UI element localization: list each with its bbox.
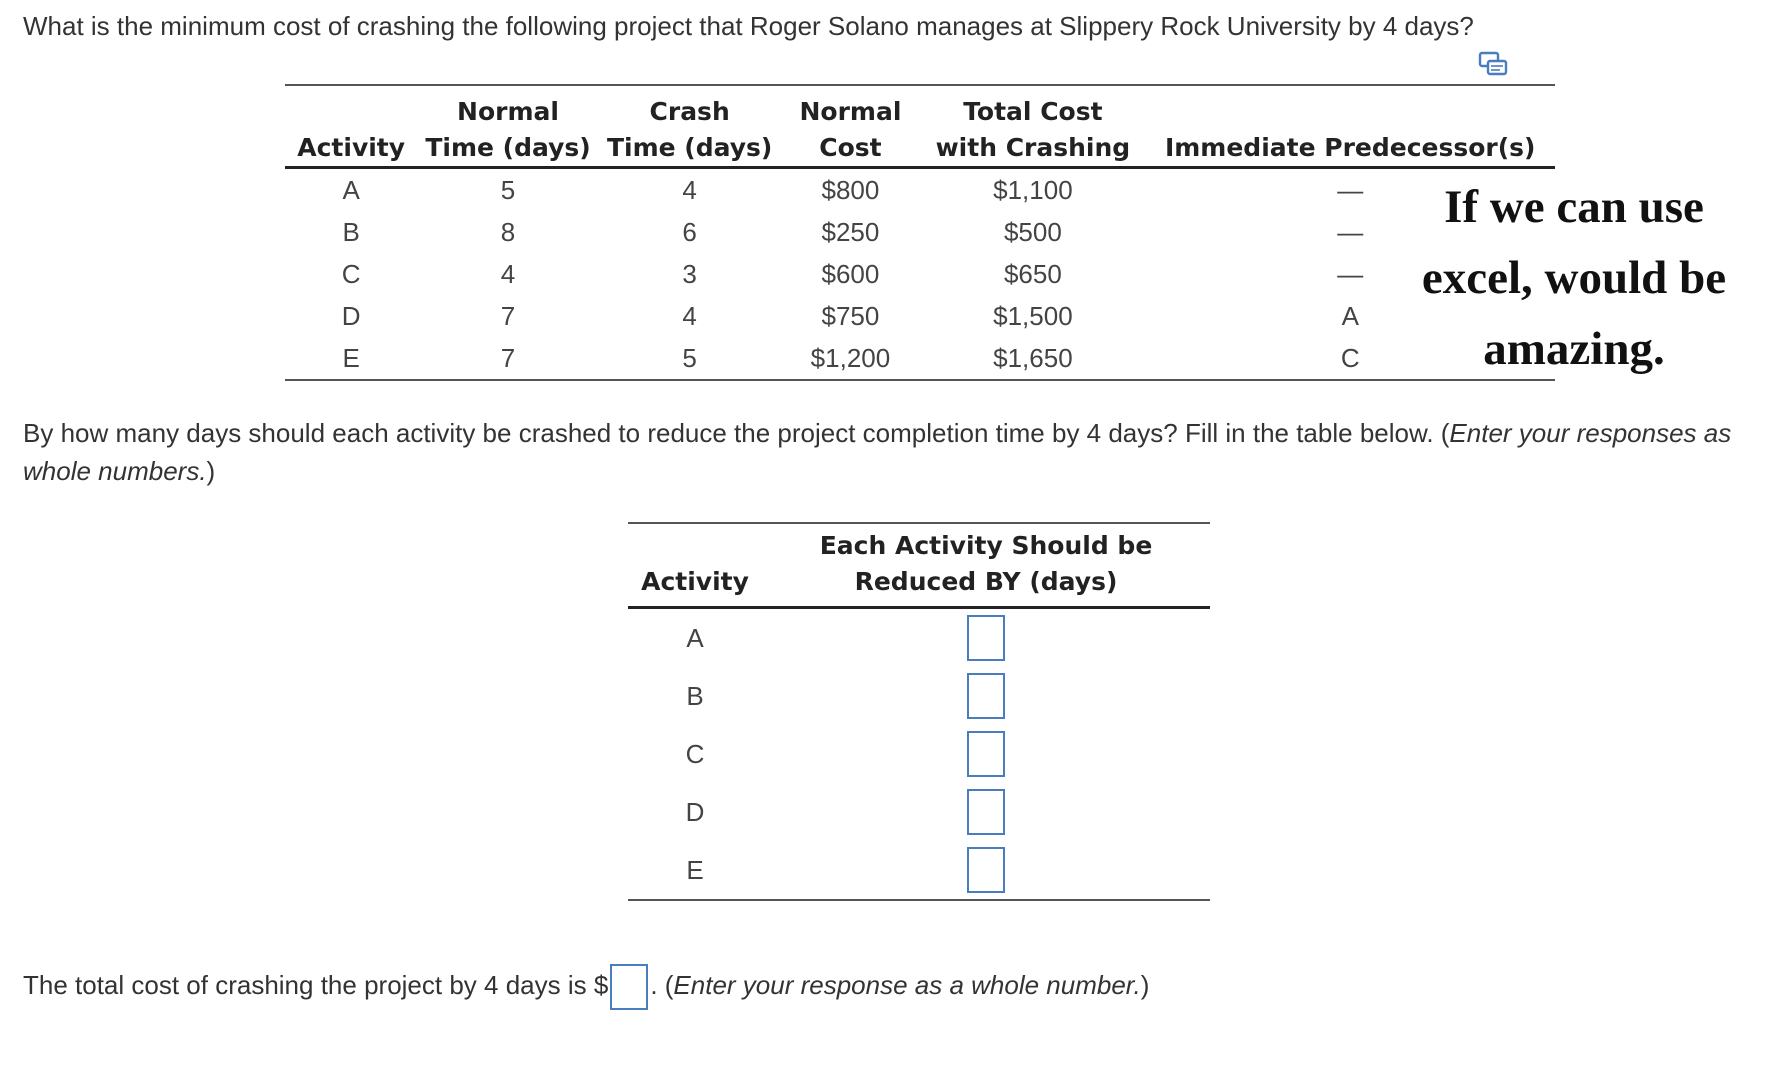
table-cell: 7 <box>417 337 598 380</box>
table-cell: 4 <box>500 258 516 289</box>
header-cell: Immediate Predecessor(s) <box>1145 128 1555 168</box>
answer-activity-label: E <box>628 841 762 900</box>
answer-row <box>628 608 1210 668</box>
reduce-days-input[interactable] <box>967 731 1005 777</box>
table-header-row-top <box>285 85 1555 128</box>
answer-input-cell <box>762 608 1210 668</box>
table-cell: $1,200 <box>781 337 921 380</box>
header-cell: Time (days) <box>599 128 781 168</box>
instruction-main: By how many days should each activity be crashed to reduce the project completion time by 4 days? Fill in the table below. ( <box>23 418 1450 448</box>
answer-row <box>628 725 1210 783</box>
table-cell: $500 <box>1003 216 1062 247</box>
total-cost-line <box>23 962 1149 1010</box>
header-cell: Normal <box>417 85 598 128</box>
total-suffix-italic: Enter your response as a whole number. <box>673 970 1141 1000</box>
instruction-text <box>23 414 1753 490</box>
table-header-row-bottom <box>285 128 1555 168</box>
table-cell: $750 <box>821 300 880 331</box>
question-text: What is the minimum cost of crashing the following project that Roger Solano manages at Slippery Rock University by 4 days? <box>23 11 1474 41</box>
table-cell: $600 <box>821 258 880 289</box>
table-cell: — <box>1337 258 1364 289</box>
total-prefix: The total cost of crashing the project by 4 days is $ <box>23 970 609 1000</box>
table-cell: $250 <box>821 216 880 247</box>
table-cell: C <box>1145 337 1555 380</box>
answer-header-row <box>628 523 1210 608</box>
table-cell: 4 <box>682 300 697 331</box>
table-cell: E <box>285 337 417 380</box>
answer-row <box>628 783 1210 841</box>
table-cell: $650 <box>1003 258 1062 289</box>
answer-input-cell <box>762 841 1210 900</box>
header-cell: Time (days) <box>417 128 598 168</box>
answer-table <box>628 522 1210 901</box>
header-cell: Normal <box>781 85 921 128</box>
reduce-days-input[interactable] <box>967 673 1005 719</box>
reduce-days-input[interactable] <box>967 847 1005 893</box>
table-cell: C <box>341 258 361 289</box>
table-row <box>285 295 1555 337</box>
header-cell: Activity <box>285 128 417 168</box>
activity-data-table <box>285 84 1555 381</box>
reduce-days-input[interactable] <box>967 615 1005 661</box>
answer-header-activity: Activity <box>628 523 762 608</box>
table-cell: 8 <box>500 216 516 247</box>
answer-input-cell <box>762 783 1210 841</box>
table-cell: 6 <box>682 216 697 247</box>
table-row <box>285 168 1555 212</box>
table-cell: D <box>341 300 361 331</box>
table-cell: 4 <box>682 174 697 205</box>
header-cell <box>1145 85 1555 128</box>
answer-row <box>628 667 1210 725</box>
total-suffix-open: . ( <box>650 970 674 1000</box>
header-cell: with Crashing <box>920 128 1145 168</box>
table-cell: 3 <box>682 258 697 289</box>
answer-activity-label: C <box>685 738 705 769</box>
copy-to-clipboard-icon[interactable] <box>1478 50 1508 78</box>
answer-activity-label: D <box>685 796 705 827</box>
table-cell: — <box>1337 216 1364 247</box>
instruction-close: ) <box>206 456 216 486</box>
table-cell: A <box>342 174 360 205</box>
answer-activity-label: A <box>686 622 704 653</box>
table-cell: $1,650 <box>920 337 1145 380</box>
table-cell: 5 <box>599 337 781 380</box>
table-cell: $1,500 <box>993 300 1073 331</box>
table-cell: $1,100 <box>993 174 1073 205</box>
answer-activity-label: B <box>686 680 704 711</box>
header-cell: Cost <box>781 128 921 168</box>
reduce-days-input[interactable] <box>967 789 1005 835</box>
instruction-italic: Enter your responses as whole numbers. <box>23 418 1732 486</box>
table-cell: B <box>342 216 360 247</box>
table-row <box>285 337 1555 380</box>
answer-row <box>628 841 1210 900</box>
answer-header-reduce-text: Each Activity Should be Reduced BY (days) <box>819 531 1153 596</box>
table-row <box>285 253 1555 295</box>
header-cell: Total Cost <box>920 85 1145 128</box>
answer-header-reduce <box>762 523 1210 608</box>
table-row <box>285 211 1555 253</box>
table-cell: — <box>1337 174 1364 205</box>
table-cell: A <box>1341 300 1359 331</box>
table-cell: 5 <box>500 174 516 205</box>
total-suffix-close: ) <box>1140 970 1150 1000</box>
table-cell: $800 <box>821 174 880 205</box>
overlay-note: If we can use excel, would be amazing. <box>1421 181 1727 375</box>
header-cell: Crash <box>599 85 781 128</box>
answer-input-cell <box>762 667 1210 725</box>
table-cell: 7 <box>500 300 516 331</box>
answer-input-cell <box>762 725 1210 783</box>
header-cell <box>285 85 417 128</box>
total-cost-input[interactable] <box>610 964 648 1010</box>
